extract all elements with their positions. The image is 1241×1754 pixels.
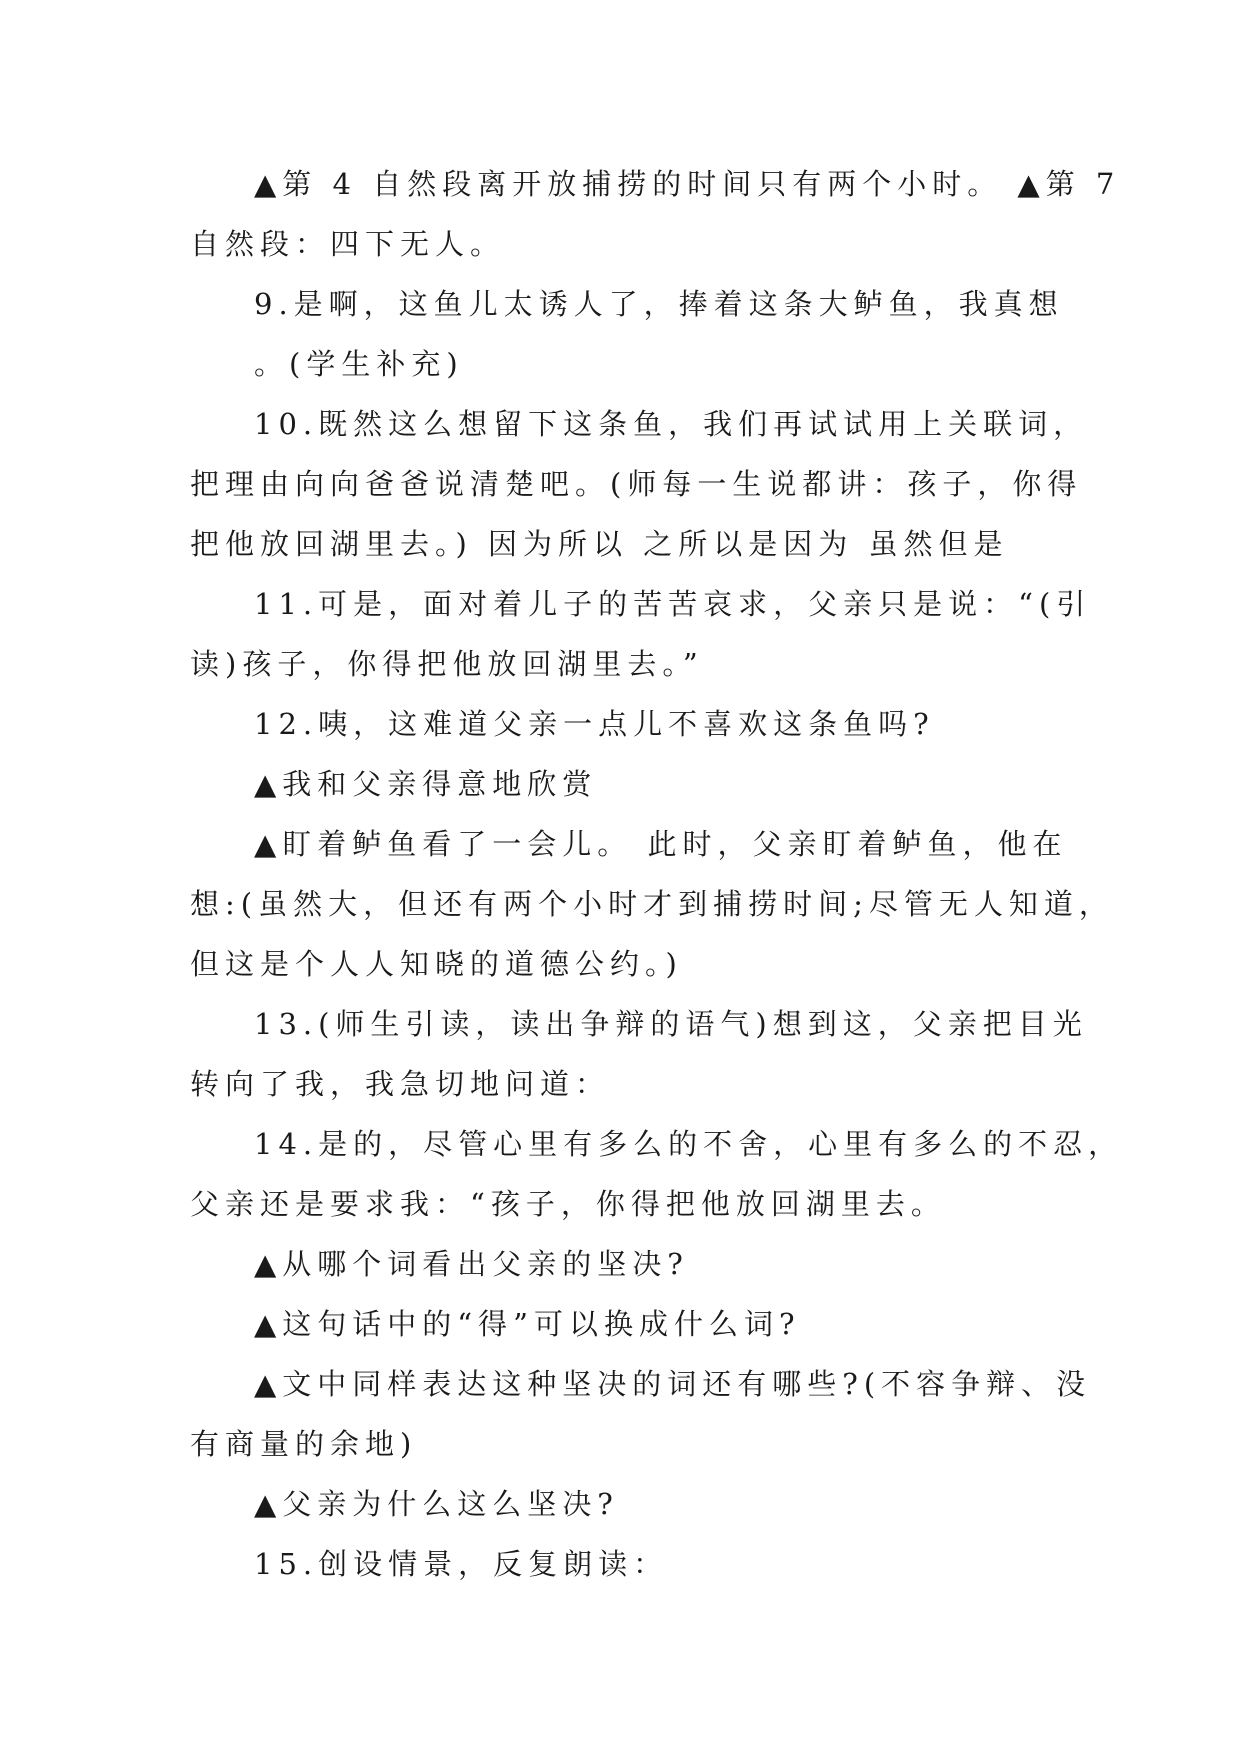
paragraph-line: 父亲还是要求我：“孩子，你得把他放回湖里去。 [190,1187,946,1221]
paragraph-line: 有商量的余地) [190,1427,418,1461]
paragraph-line: 9.是啊，这鱼儿太诱人了，捧着这条大鲈鱼，我真想 [254,287,1064,321]
paragraph-line: 把他放回湖里去。) 因为所以 之所以是因为 虽然但是 [190,527,1009,561]
paragraph-line: 读)孩子，你得把他放回湖里去。” [190,647,704,681]
paragraph-line: 11.可是，面对着儿子的苦苦哀求，父亲只是说：“(引 [254,587,1092,621]
paragraph-line: ▲文中同样表达这种坚决的词还有哪些?(不容争辩、没 [254,1367,1092,1401]
document-body [190,154,1124,1594]
paragraph-line: ▲父亲为什么这么坚决? [254,1487,619,1521]
paragraph-line: ▲盯着鲈鱼看了一会儿。 此时，父亲盯着鲈鱼，他在 [254,827,1068,861]
paragraph-line: ▲从哪个词看出父亲的坚决? [254,1247,689,1281]
paragraph-line: 12.咦，这难道父亲一点儿不喜欢这条鱼吗? [254,707,935,741]
paragraph-line: 14.是的，尽管心里有多么的不舍，心里有多么的不忍， [254,1127,1124,1161]
paragraph-line: 自然段：四下无人。 [190,227,506,261]
paragraph-line: ▲第 4 自然段离开放捕捞的时间只有两个小时。 ▲第 7 [254,167,1121,201]
paragraph-line: 把理由向向爸爸说清楚吧。(师每一生说都讲：孩子，你得 [190,467,1083,501]
paragraph-line: 10.既然这么想留下这条鱼，我们再试试用上关联词， [254,407,1089,441]
paragraph-line: 13.(师生引读，读出争辩的语气)想到这，父亲把目光 [254,1007,1088,1041]
paragraph-line: 想:(虽然大，但还有两个小时才到捕捞时间;尽管无人知道， [190,887,1114,921]
paragraph-line: ▲这句话中的“得”可以换成什么词? [254,1307,801,1341]
paragraph-line: 15.创设情景，反复朗读： [254,1547,669,1581]
paragraph-line: 。(学生补充) [254,347,464,381]
paragraph-line: 但这是个人人知晓的道德公约。) [190,947,683,981]
paragraph-line: ▲我和父亲得意地欣赏 [254,767,598,801]
paragraph-line: 转向了我，我急切地问道： [190,1067,611,1101]
